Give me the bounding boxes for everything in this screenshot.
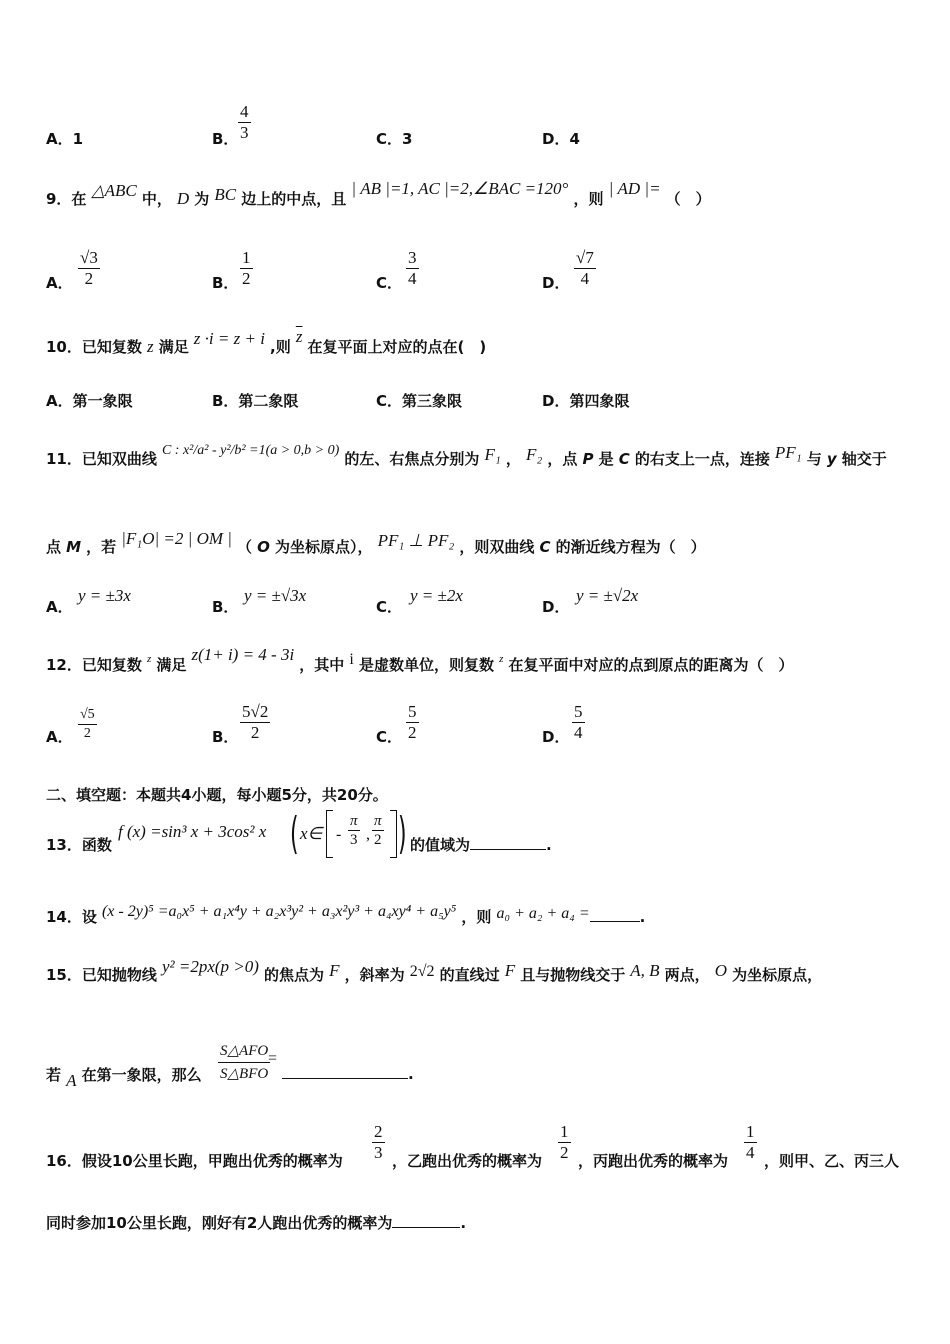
- q15-text: ，斜率为: [344, 966, 405, 984]
- q14-question-expr: a₀ + a₂ + a₄ =: [496, 905, 590, 922]
- q12-text: 满足: [156, 656, 187, 674]
- q11-text: 与: [806, 450, 822, 468]
- fraction-denominator: S△BFO: [220, 1066, 269, 1082]
- q12-option-c-fraction: [406, 702, 419, 743]
- q13-lo-fraction: [348, 812, 360, 849]
- q9-number: 9．在: [46, 190, 87, 208]
- q11-text: 的右支上一点，连接: [634, 450, 770, 468]
- q15-stem-line2: [46, 1064, 202, 1090]
- q12-text: 是虚数单位，则复数: [358, 656, 494, 674]
- q14-period: .: [639, 908, 646, 926]
- q12-var-z: z: [146, 653, 152, 665]
- q13-period: .: [546, 836, 552, 854]
- q12-option-c-label: C．: [376, 728, 403, 746]
- q14-expansion: (x - 2y)⁵ =a₀x⁵ + a₁x⁴y + a₂x³y² + a₃x²y³ + a₄xy⁴ + a₅y⁵: [101, 903, 457, 920]
- q16-text: 16．假设10公里长跑，甲跑出优秀的概率为: [46, 1152, 343, 1170]
- q13-left-bracket: [326, 810, 333, 858]
- q9-option-b-fraction: [240, 248, 253, 289]
- q16-stem-line1: [46, 1150, 343, 1171]
- q14-stem: [46, 903, 646, 927]
- q9-option-c-label: C．: [376, 274, 403, 292]
- q16-p-bing: [744, 1122, 757, 1163]
- q15-parabola: y² =2px(p >0): [161, 957, 259, 976]
- q11-text: 为坐标原点），: [275, 538, 373, 556]
- q11-y-axis: y: [826, 450, 837, 468]
- q12-option-b-label: B．: [212, 728, 239, 746]
- q11-text: 是: [598, 450, 614, 468]
- fraction-numerator: 4: [240, 102, 249, 121]
- fraction-denominator: 2: [408, 723, 417, 742]
- q15-stem-line1: [46, 957, 823, 985]
- q13-answer-blank[interactable]: [470, 835, 546, 850]
- fraction-denominator: 2: [84, 269, 94, 288]
- q13-lo-sign: -: [336, 826, 342, 843]
- q12-option-a-fraction: [78, 706, 97, 743]
- fraction-numerator: 2: [374, 1122, 383, 1141]
- q13-function: f (x) =sin³ x + 3cos² x: [118, 822, 267, 841]
- q11-option-b-eq: y = ±√3x: [244, 586, 307, 605]
- q11-option-c-label: C．: [376, 598, 403, 616]
- fraction-numerator: √7: [576, 248, 594, 267]
- q16-text: ，则甲、乙、丙三人: [764, 1152, 900, 1170]
- q16-answer-blank[interactable]: [392, 1213, 460, 1228]
- q15-focus-f: F: [329, 961, 340, 980]
- q12-option-d-fraction: [572, 702, 585, 743]
- q16-p-yi: [558, 1122, 571, 1163]
- q12-equation: z(1+ i) = 4 - 3i: [191, 645, 295, 664]
- fraction-numerator: 5: [408, 702, 417, 721]
- q11-stem-line1: [46, 443, 887, 469]
- fraction-denominator: 2: [242, 269, 251, 288]
- q11-hyperbola: C : x²/a² - y²/b² =1(a > 0,b > 0): [161, 443, 340, 458]
- q12-text: 12．已知复数: [46, 656, 142, 674]
- q9-point-d: D: [176, 189, 190, 208]
- q9-text: ，则: [573, 190, 604, 208]
- q8-option-b-label: B．: [212, 130, 239, 148]
- q8-option-b-fraction: [238, 102, 251, 143]
- q15-point-a: A: [66, 1071, 77, 1090]
- q10-option-c: C．第三象限: [376, 392, 463, 410]
- q9-triangle: △ABC: [91, 181, 137, 200]
- q10-equation: z ·i = z + i: [193, 329, 265, 348]
- fraction-denominator: 2: [374, 832, 382, 848]
- fraction-numerator: 1: [746, 1122, 755, 1141]
- q11-segment-pf1: PF₁: [774, 443, 802, 462]
- q12-text: 在复平面中对应的点到原点的距离为（ ）: [508, 656, 794, 674]
- q11-text: 的渐近线方程为（ ）: [555, 538, 706, 556]
- q15-focus-f: F: [504, 961, 516, 980]
- q12-option-d-label: D．: [542, 728, 570, 746]
- q9-text: 边上的中点，且: [241, 190, 347, 208]
- q16-text: 同时参加10公里长跑，刚好有2人跑出优秀的概率为: [46, 1214, 393, 1232]
- q10-option-a: A．第一象限: [46, 392, 133, 410]
- fraction-numerator: √3: [80, 248, 98, 267]
- q11-text: （: [237, 538, 253, 556]
- q10-option-b: B．第二象限: [212, 392, 299, 410]
- q10-text: ,则: [270, 338, 291, 356]
- q11-option-c-eq: y = ±2x: [410, 586, 463, 605]
- q15-text: 若: [46, 1066, 62, 1084]
- fraction-numerator: 3: [408, 248, 417, 267]
- fraction-denominator: 2: [83, 726, 91, 741]
- q8-option-c: C．3: [376, 130, 413, 148]
- q13-stem: [46, 834, 112, 864]
- q11-text: 的左、右焦点分别为: [344, 450, 480, 468]
- fraction-denominator: 3: [374, 1143, 383, 1162]
- q10-text: 满足: [158, 338, 189, 356]
- q16-text: ，乙跑出优秀的概率为: [392, 1152, 543, 1170]
- q16-p-jia: [372, 1122, 385, 1163]
- fraction-denominator: 4: [408, 269, 417, 288]
- q11-text: 点: [46, 538, 62, 556]
- q11-text: ，则双曲线: [459, 538, 535, 556]
- q12-imag-unit: i: [349, 651, 354, 668]
- q13-hi-fraction: [372, 812, 384, 849]
- q11-perpendicular: PF₁ ⊥ PF₂: [377, 531, 455, 550]
- q11-text: 11．已知双曲线: [46, 450, 157, 468]
- q16-period: .: [460, 1214, 467, 1232]
- q10-option-d: D．第四象限: [542, 392, 630, 410]
- fraction-numerator: π: [350, 813, 358, 829]
- q9-option-a-label: A．: [46, 274, 73, 292]
- q8-option-a: A．1: [46, 130, 84, 148]
- fraction-numerator: 1: [560, 1122, 569, 1141]
- q12-var-z: z: [499, 653, 504, 665]
- q15-period: .: [408, 1065, 414, 1083]
- q9-question-expr: | AD |=: [608, 179, 661, 198]
- q9-text: 为: [194, 190, 210, 208]
- q11-text: ，若: [86, 538, 117, 556]
- q11-text: ，点: [547, 450, 578, 468]
- fraction-denominator: 4: [574, 723, 583, 742]
- q11-option-a-eq: y = ±3x: [78, 586, 131, 605]
- q13-domain-var: x∈: [300, 824, 323, 843]
- q10-conjugate-z: $\overline{z}$: [295, 327, 303, 346]
- fraction-denominator: 2: [560, 1143, 569, 1162]
- fraction-denominator: 2: [250, 723, 260, 742]
- q13-right-bracket: [390, 810, 397, 858]
- q9-option-c-fraction: [406, 248, 419, 289]
- q11-option-a-label: A．: [46, 598, 73, 616]
- q11-text: 轴交于: [841, 450, 887, 468]
- q8-option-d: D．4: [542, 130, 580, 148]
- q9-option-d-fraction: [574, 248, 596, 289]
- q14-answer-blank[interactable]: [590, 907, 640, 922]
- fraction-denominator: 3: [240, 123, 249, 142]
- q15-text: 15．已知抛物线: [46, 966, 157, 984]
- q10-text: 10．已知复数: [46, 338, 142, 356]
- q11-option-d-label: D．: [542, 598, 570, 616]
- q11-option-d-eq: y = ±√2x: [576, 586, 639, 605]
- q13-comma: ,: [366, 826, 370, 843]
- q12-text: ，其中: [299, 656, 345, 674]
- q13-text: 的值域为: [410, 836, 471, 854]
- q15-slope: 2√2: [409, 963, 435, 980]
- q15-origin-o: O: [714, 961, 728, 980]
- q12-option-b-fraction: [240, 702, 270, 743]
- q10-stem: [46, 327, 487, 357]
- fraction-numerator: 5√2: [242, 702, 269, 721]
- q16-stem-line2: [46, 1212, 466, 1233]
- q11-origin-o: O: [257, 538, 270, 556]
- q11-curve-c: C: [539, 538, 551, 556]
- q15-text: 且与抛物线交于: [520, 966, 626, 984]
- q16-stem-seg3: [578, 1150, 728, 1171]
- q11-stem-line2: [46, 529, 706, 557]
- fraction-numerator: 5: [574, 702, 583, 721]
- q9-stem: [46, 179, 711, 209]
- q16-stem-seg2: [392, 1150, 542, 1171]
- q11-curve-c: C: [618, 450, 630, 468]
- q13-tail: [410, 834, 552, 855]
- fraction-numerator: 1: [242, 248, 251, 267]
- q9-segment-bc: BC: [214, 185, 237, 204]
- q15-text: 为坐标原点，: [732, 966, 823, 984]
- q15-text: 的焦点为: [264, 966, 325, 984]
- fraction-numerator: S△AFO: [218, 1040, 270, 1063]
- q11-point-m: M: [66, 538, 82, 556]
- q10-var-z: z: [146, 337, 154, 356]
- q9-answer-paren: （ ）: [665, 190, 711, 208]
- section-heading: 二、填空题：本题共4小题，每小题5分，共20分。: [46, 786, 388, 804]
- q15-text: 两点，: [664, 966, 710, 984]
- fraction-denominator: 4: [580, 269, 590, 288]
- q14-text: 14．设: [46, 908, 97, 926]
- q13-right-paren: ): [398, 808, 407, 859]
- q15-tail: [282, 1064, 414, 1083]
- q9-condition: | AB |=1, AC |=2,∠BAC =120°: [351, 179, 569, 198]
- q15-equals: =: [268, 1050, 278, 1067]
- q10-text: 在复平面上对应的点在( ): [307, 338, 487, 356]
- q11-point-p: P: [582, 450, 594, 468]
- q11-focus-f1: F₁: [484, 445, 501, 464]
- q13-text: 13．函数: [46, 836, 112, 854]
- q11-focus-f2: F₂: [526, 445, 543, 464]
- q9-option-a-fraction: [78, 248, 100, 289]
- fraction-denominator: 3: [350, 832, 358, 848]
- q16-stem-seg4: [764, 1150, 899, 1171]
- q11-text: ，: [505, 450, 521, 468]
- q9-option-b-label: B．: [212, 274, 239, 292]
- q11-option-b-label: B．: [212, 598, 239, 616]
- q15-answer-blank[interactable]: [282, 1064, 408, 1079]
- fraction-denominator: 4: [746, 1143, 755, 1162]
- fraction-numerator: √5: [78, 706, 97, 725]
- q15-area-ratio: [218, 1040, 270, 1085]
- q15-points-ab: A, B: [630, 961, 660, 980]
- q9-text: 中，: [141, 190, 172, 208]
- q9-option-d-label: D．: [542, 274, 570, 292]
- q16-text: ，丙跑出优秀的概率为: [578, 1152, 729, 1170]
- q12-option-a-label: A．: [46, 728, 73, 746]
- q13-left-paren: (: [290, 808, 299, 859]
- q14-text: ，则: [461, 908, 492, 926]
- q11-condition: |F₁O| =2 | OM |: [121, 529, 232, 548]
- q12-stem: [46, 645, 794, 675]
- q15-text: 的直线过: [439, 966, 500, 984]
- q15-text: 在第一象限，那么: [81, 1066, 202, 1084]
- fraction-numerator: π: [374, 813, 382, 829]
